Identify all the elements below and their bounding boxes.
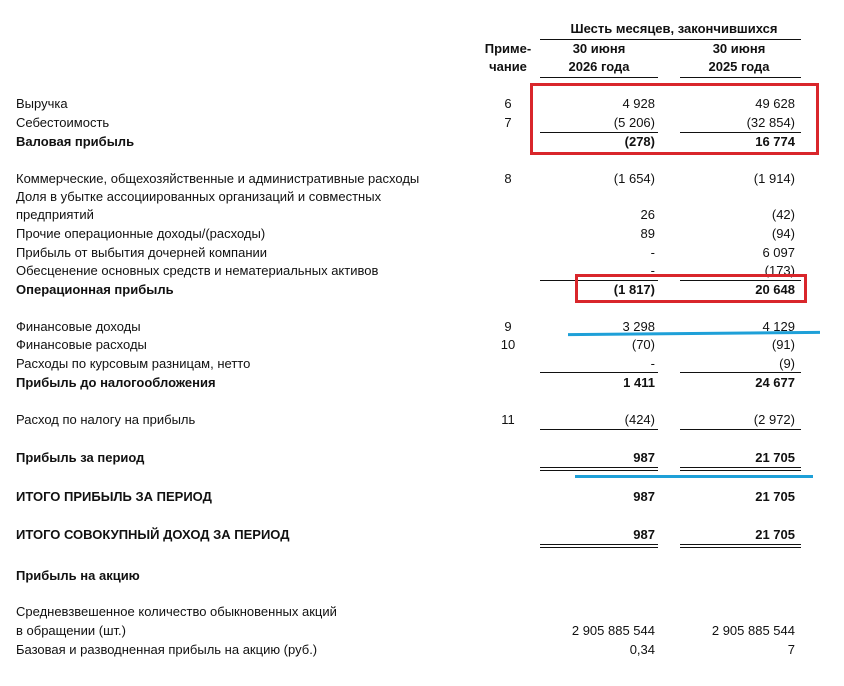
subtotal-rule [540,372,658,373]
row-label: Доля в убытке ассоциированных организаций и совместных [16,189,382,204]
row-label: Прибыль от выбытия дочерней компании [16,245,268,260]
row-note: 10 [500,337,516,352]
subtotal-rule [680,372,801,373]
highlight-box-revenue [530,83,819,155]
row-value-2026: 987 [633,489,655,504]
col1-header-2: 2026 года [568,59,630,74]
row-value-2025: 6 097 [762,245,795,260]
row-value-2026: 89 [640,226,655,241]
row-value-2025: 16 774 [755,134,795,149]
col2-header-1: 30 июня [712,41,766,56]
row-note: 8 [504,171,512,186]
row-value-2025: (2 972) [753,412,795,427]
double-rule [540,547,658,548]
row-value-2026: 26 [640,207,655,222]
col1-header-1: 30 июня [572,41,626,56]
row-value-2025: (91) [771,337,795,352]
row-note: 6 [504,96,512,111]
row-value-2025: 24 677 [755,375,795,390]
row-label: ИТОГО ПРИБЫЛЬ ЗА ПЕРИОД [16,489,212,504]
double-rule [680,467,801,468]
row-value-2026: - [650,263,655,278]
section-heading: Прибыль на акцию [16,568,140,583]
row-label: Расходы по курсовым разницам, нетто [16,356,251,371]
row-value-2026: (278) [624,134,655,149]
row-value-2025: (1 914) [753,171,795,186]
row-value-2025: 2 905 885 544 [711,623,795,638]
row-value-2025: (42) [771,207,795,222]
header-rule [540,39,801,40]
row-value-2026: 0,34 [629,642,655,657]
col2-header-rule [680,77,801,78]
col2-header-2: 2025 года [708,59,770,74]
double-rule [680,470,801,471]
row-value-2026: 2 905 885 544 [571,623,655,638]
row-value-2026: 4 928 [622,96,655,111]
row-label: Прибыль до налогообложения [16,375,216,390]
row-value-2026: - [650,356,655,371]
row-label: Расход по налогу на прибыль [16,412,196,427]
row-value-2025: 7 [787,642,795,657]
row-value-2026: 987 [633,450,655,465]
row-value-2026: (5 206) [613,115,655,130]
row-note: 11 [501,412,515,427]
row-value-2026: 987 [633,527,655,542]
note-header-1: Приме- [484,41,532,56]
row-value-2025: 21 705 [755,489,795,504]
row-value-2026: (1 654) [613,171,655,186]
row-value-2026: 1 411 [623,375,655,390]
row-label: Прибыль за период [16,450,145,465]
row-value-2025: (32 854) [746,115,795,130]
row-label-cont: в обращении (шт.) [16,623,126,638]
row-label: Коммерческие, общехозяйственные и административные расходы [16,171,420,186]
double-rule [680,544,801,545]
row-value-2025: (9) [779,356,795,371]
row-value-2025: 21 705 [755,527,795,542]
row-label: Прочие операционные доходы/(расходы) [16,226,266,241]
blue-underline-period-profit [575,475,813,478]
row-note: 9 [504,319,512,334]
row-value-2025: (173) [764,263,795,278]
row-label: Обесценение основных средств и нематериальных активов [16,263,379,278]
double-rule [540,467,658,468]
row-value-2026: (424) [624,412,655,427]
row-label: Валовая прибыль [16,134,135,149]
row-label: Средневзвешенное количество обыкновенных акций [16,604,337,619]
note-header-2: чание [489,59,527,74]
row-label: Финансовые доходы [16,319,141,334]
row-note: 7 [504,115,512,130]
row-value-2026: - [650,245,655,260]
row-label: Операционная прибыль [16,282,174,297]
row-value-2025: 20 648 [755,282,795,297]
row-label: ИТОГО СОВОКУПНЫЙ ДОХОД ЗА ПЕРИОД [16,527,290,542]
row-value-2025: 21 705 [755,450,795,465]
row-value-2025: 4 129 [762,319,795,334]
row-label: Финансовые расходы [16,337,147,352]
subtotal-rule [540,429,658,430]
row-value-2026: 3 298 [622,319,655,334]
double-rule [680,547,801,548]
row-value-2025: 49 628 [755,96,795,111]
double-rule [540,544,658,545]
row-label: Себестоимость [16,115,110,130]
row-value-2026: (70) [631,337,655,352]
row-value-2025: (94) [771,226,795,241]
highlight-box-operating-profit [575,274,807,303]
period-title: Шесть месяцев, закончившихся [570,21,778,36]
row-label-cont: предприятий [16,207,94,222]
row-label: Выручка [16,96,68,111]
subtotal-rule [680,429,801,430]
col1-header-rule [540,77,658,78]
row-value-2026: (1 817) [613,282,655,297]
double-rule [540,470,658,471]
row-label: Базовая и разводненная прибыль на акцию (руб.) [16,642,318,657]
